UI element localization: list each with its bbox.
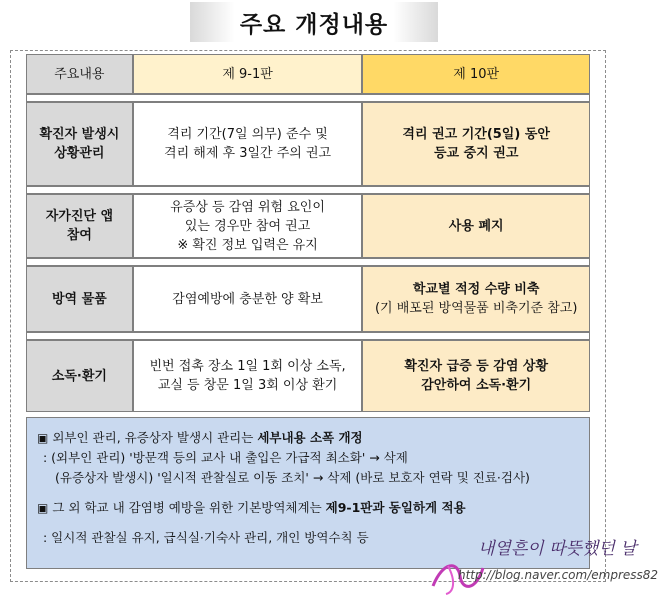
table-row <box>26 266 590 332</box>
watermark-url: http://blog.naver.com/empress82 <box>458 568 658 582</box>
header-old-edition: 제 9-1판 <box>133 54 363 94</box>
table-header-row <box>26 54 590 94</box>
blog-watermark <box>428 528 658 598</box>
square-bullet-icon: ▣ <box>37 431 49 445</box>
title-banner <box>190 2 438 42</box>
row-category: 자가진단 앱 참여 <box>26 194 133 258</box>
row-new-content: 학교별 적정 수량 비축 (기 배포된 방역물품 비축기준 참고) <box>362 266 590 332</box>
row-new-content: 사용 폐지 <box>362 194 590 258</box>
note-bullet-1: ▣ 외부인 관리, 유증상자 발생시 관리는 세부내용 소폭 개정 <box>37 428 579 448</box>
square-bullet-icon: ▣ <box>37 501 49 515</box>
row-category: 소독·환기 <box>26 340 133 412</box>
row-old-content: 유증상 등 감염 위험 요인이 있는 경우만 참여 권고 ※ 확진 정보 입력은 유지 <box>133 194 363 258</box>
table-row <box>26 194 590 258</box>
revision-table <box>26 54 590 412</box>
row-old-content: 빈번 접촉 장소 1일 1회 이상 소독, 교실 등 창문 1일 3회 이상 환기 <box>133 340 363 412</box>
header-category: 주요내용 <box>26 54 133 94</box>
note-sub-1: : (외부인 관리) '방문객 등의 교사 내 출입은 가급적 최소화' → 삭제 <box>43 450 408 465</box>
page-title: 주요 개정내용 <box>239 11 389 38</box>
note-sub-3: : 일시적 관찰실 유지, 급식실·기숙사 관리, 개인 방역수칙 등 <box>43 530 369 545</box>
row-old-content: 감염예방에 충분한 양 확보 <box>133 266 363 332</box>
row-category: 확진자 발생시 상황관리 <box>26 102 133 186</box>
row-new-content: 격리 권고 기간(5일) 동안 등교 중지 권고 <box>362 102 590 186</box>
note-sub-2: (유증상자 발생시) '일시적 관찰실로 이동 조치' → 삭제 (바로 보호자 연락 및 진료·검사) <box>55 470 530 485</box>
row-old-content: 격리 기간(7일 의무) 준수 및 격리 해제 후 3일간 주의 권고 <box>133 102 363 186</box>
row-new-content: 확진자 급증 등 감염 상황 감안하여 소독·환기 <box>362 340 590 412</box>
note-bullet-2: ▣ 그 외 학교 내 감염병 예방을 위한 기본방역체계는 제9-1판과 동일하게 적용 <box>37 498 579 518</box>
watermark-text: 내열흔이 따뜻했던 날 <box>478 539 637 559</box>
row-category: 방역 물품 <box>26 266 133 332</box>
table-row <box>26 340 590 412</box>
table-row <box>26 102 590 186</box>
header-new-edition: 제 10판 <box>362 54 590 94</box>
